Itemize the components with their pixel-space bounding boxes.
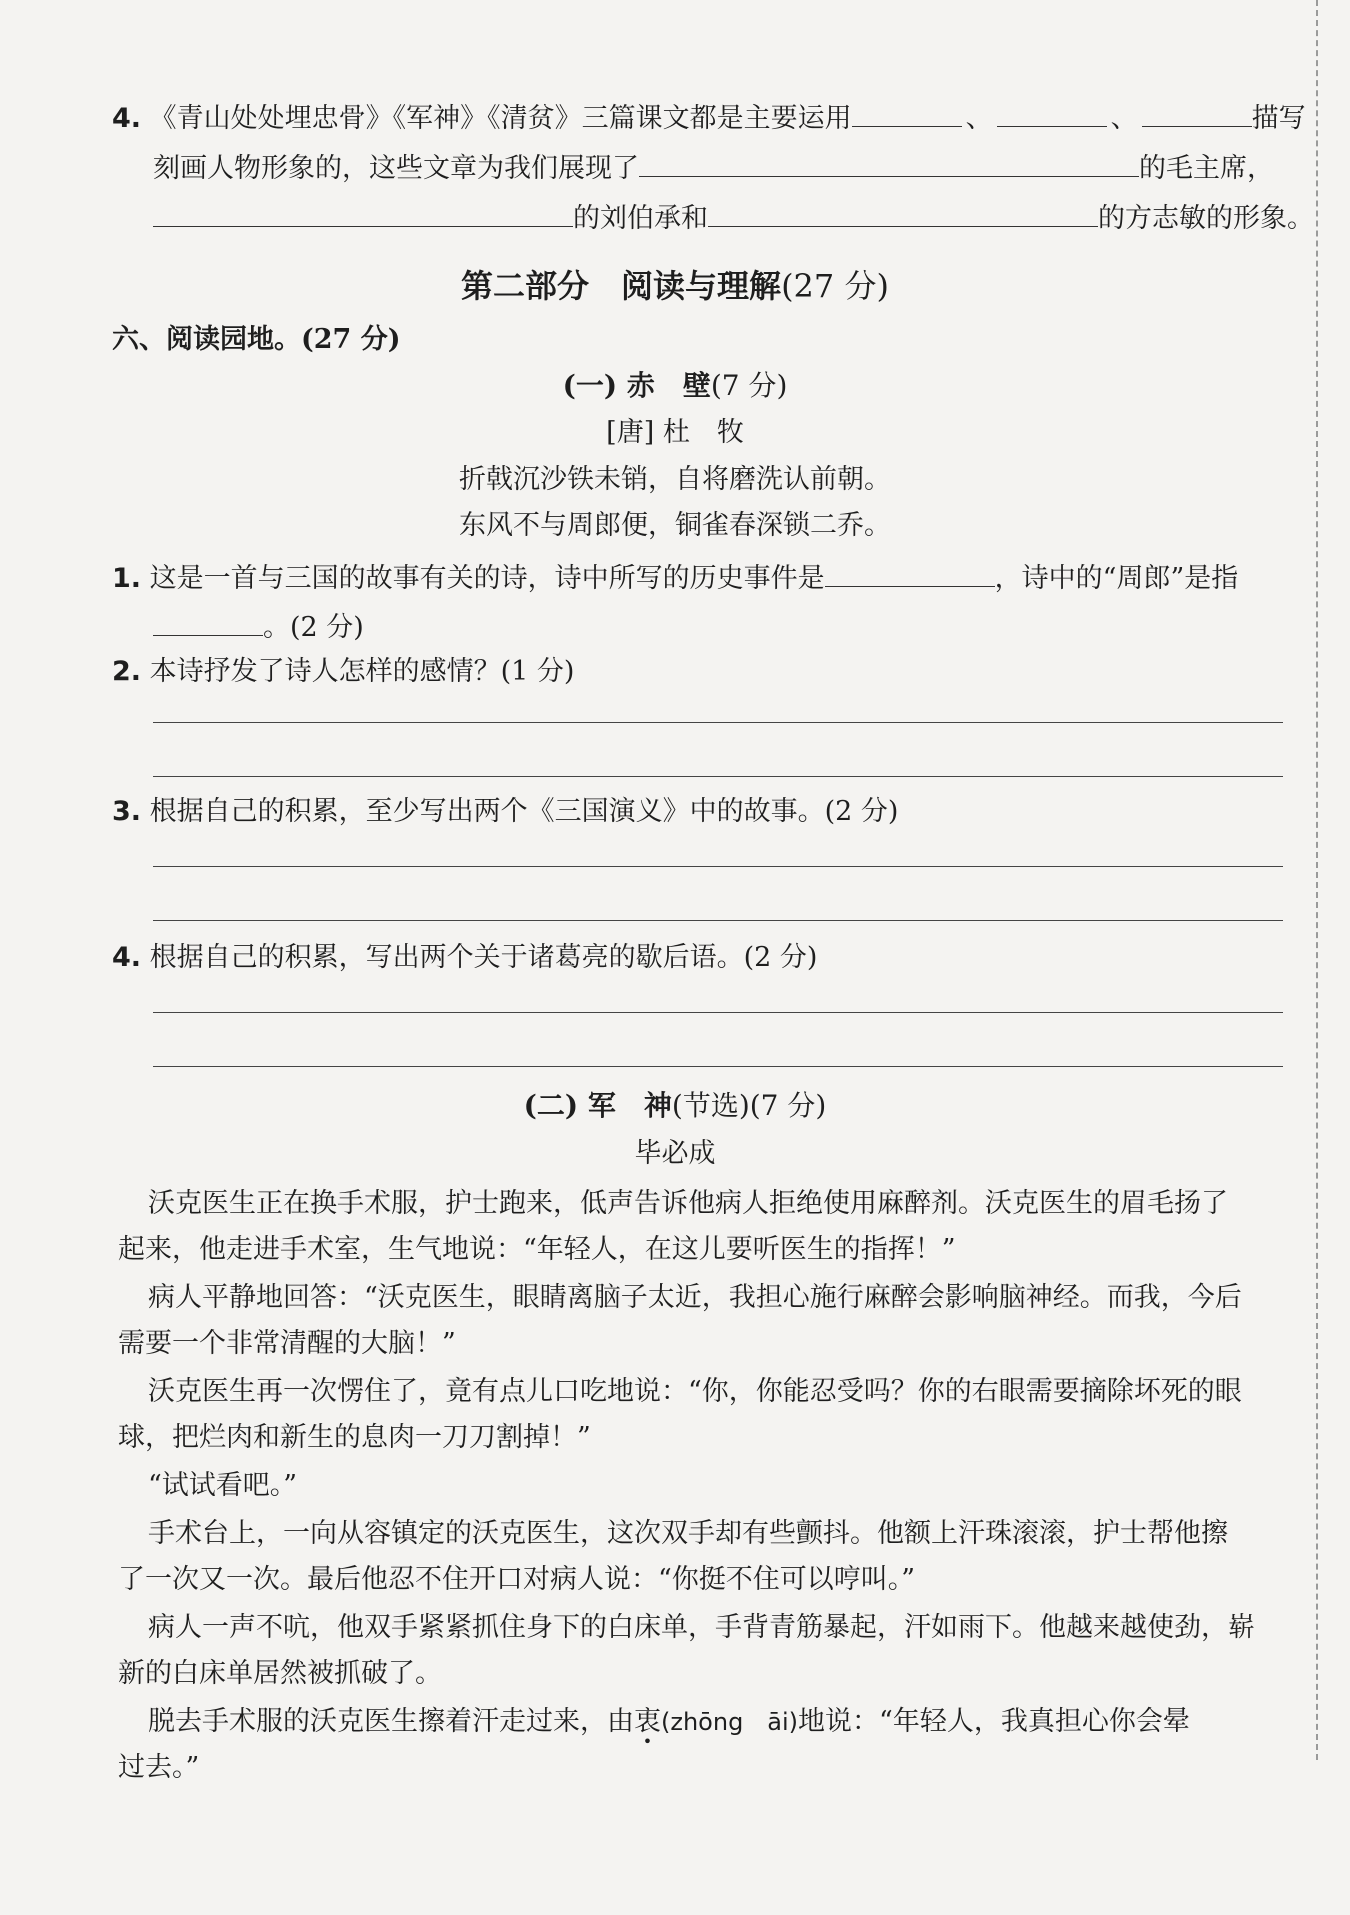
question-4 (112, 940, 817, 976)
q4-line3-mid: 的刘伯承和 (573, 203, 708, 234)
question-3-answer-line-2[interactable] (153, 920, 1283, 921)
q4-number: 4. (112, 103, 142, 134)
poem-heading (0, 368, 1350, 404)
q4-line2-tail: 的毛主席， (1139, 153, 1274, 184)
passage-p7-text-b: 地说：“年轻人，我真担心你会晕 (798, 1706, 1190, 1737)
q4-text-b: 描写 (1251, 103, 1306, 134)
question-4-number: 4. (112, 942, 142, 973)
question-1-text-c: 。(2 分) (263, 612, 364, 643)
passage-p3-line2: 球，把烂肉和新生的息肉一刀刀割掉！” (118, 1422, 591, 1453)
passage-p5-line2: 了一次又一次。最后他忍不住开口对病人说：“你挺不住可以哼叫。” (118, 1564, 916, 1595)
question-1-blank-1[interactable] (825, 556, 995, 587)
q4-blank-3[interactable] (1142, 96, 1252, 127)
question-2 (112, 654, 574, 690)
passage-subtitle: (节选)(7 分) (671, 1089, 827, 1122)
question-2-number: 2. (112, 656, 142, 687)
q4-blank-5[interactable] (153, 196, 573, 227)
passage-p7-marked-char: 衷 (634, 1706, 661, 1737)
passage-p2-line1: 病人平静地回答：“沃克医生，眼睛离脑子太近，我担心施行麻醉会影响脑神经。而我，今后 (148, 1282, 1242, 1313)
question-1-blank-2[interactable] (153, 605, 263, 636)
passage-p6-line2: 新的白床单居然被抓破了。 (118, 1658, 442, 1689)
question-1-text-a: 这是一首与三国的故事有关的诗，诗中所写的历史事件是 (149, 563, 825, 594)
q4-line3 (153, 196, 1314, 237)
passage-author: 毕必成 (634, 1138, 716, 1169)
q4-line2-text: 刻画人物形象的，这些文章为我们展现了 (153, 153, 639, 184)
q4-sep-1: 、 (965, 103, 993, 134)
q4-blank-4[interactable] (639, 146, 1139, 177)
poem-score: (7 分) (710, 369, 788, 402)
q4-sep-2: 、 (1110, 103, 1138, 134)
q4-line1 (112, 96, 1306, 137)
question-3-answer-line-1[interactable] (153, 866, 1283, 867)
passage-p7-line2: 过去。” (118, 1752, 200, 1783)
q4-text-a: 《青山处处埋忠骨》《军神》《清贫》三篇课文都是主要运用 (149, 103, 852, 134)
question-4-text: 根据自己的积累，写出两个关于诸葛亮的歇后语。(2 分) (149, 942, 818, 973)
q4-blank-6[interactable] (708, 196, 1098, 227)
part2-heading (0, 268, 1350, 304)
passage-p4-line1: “试试看吧。” (148, 1470, 298, 1501)
q4-line2 (153, 146, 1274, 187)
q4-blank-1[interactable] (852, 96, 962, 127)
passage-p7-line1 (148, 1704, 1190, 1740)
passage-p3-line1: 沃克医生再一次愣住了，竟有点儿口吃地说：“你，你能忍受吗？你的右眼需要摘除坏死的眼 (148, 1376, 1242, 1407)
question-1-number: 1. (112, 563, 142, 594)
question-2-text: 本诗抒发了诗人怎样的感情？(1 分) (149, 656, 575, 687)
part2-score: (27 分) (781, 267, 889, 305)
question-3-number: 3. (112, 796, 142, 827)
question-2-answer-line-2[interactable] (153, 776, 1283, 777)
q4-line3-tail: 的方志敏的形象。 (1098, 203, 1314, 234)
passage-p1-line1: 沃克医生正在换手术服，护士跑来，低声告诉他病人拒绝使用麻醉剂。沃克医生的眉毛扬了 (148, 1188, 1228, 1219)
section6-title: 六、阅读园地。(27 分) (112, 324, 401, 355)
passage-heading (0, 1088, 1350, 1124)
passage-p6-line1: 病人一声不吭，他双手紧紧抓住身下的白床单，手背青筋暴起，汗如雨下。他越来越使劲，崭 (148, 1612, 1255, 1643)
passage-title: (二) 军 神 (523, 1089, 672, 1122)
passage-p1-line2: 起来，他走进手术室，生气地说：“年轻人，在这儿要听医生的指挥！” (118, 1234, 956, 1265)
passage-p5-line1: 手术台上，一向从容镇定的沃克医生，这次双手却有些颤抖。他额上汗珠滚滚，护士帮他擦 (148, 1518, 1228, 1549)
question-1-line2 (153, 605, 364, 646)
question-4-answer-line-1[interactable] (153, 1012, 1283, 1013)
question-3 (112, 794, 898, 830)
passage-p7-pinyin: (zhōng āi) (661, 1708, 799, 1736)
q4-blank-2[interactable] (997, 96, 1107, 127)
poem-line-1: 折戟沉沙铁未销，自将磨洗认前朝。 (459, 464, 891, 495)
question-1-text-b: ，诗中的“周郎”是指 (994, 563, 1239, 594)
question-3-text: 根据自己的积累，至少写出两个《三国演义》中的故事。(2 分) (149, 796, 899, 827)
part2-title: 第二部分 阅读与理解 (461, 267, 782, 305)
poem-author: [唐] 杜 牧 (606, 417, 744, 448)
poem-title: (一) 赤 壁 (562, 369, 711, 402)
passage-p7-text-a: 脱去手术服的沃克医生擦着汗走过来，由 (148, 1706, 634, 1737)
question-4-answer-line-2[interactable] (153, 1066, 1283, 1067)
margin-dashed-line (1316, 0, 1318, 1760)
poem-line-2: 东风不与周郎便，铜雀春深锁二乔。 (459, 510, 891, 541)
passage-p2-line2: 需要一个非常清醒的大脑！” (118, 1328, 456, 1359)
question-2-answer-line-1[interactable] (153, 722, 1283, 723)
question-1 (112, 556, 1238, 597)
